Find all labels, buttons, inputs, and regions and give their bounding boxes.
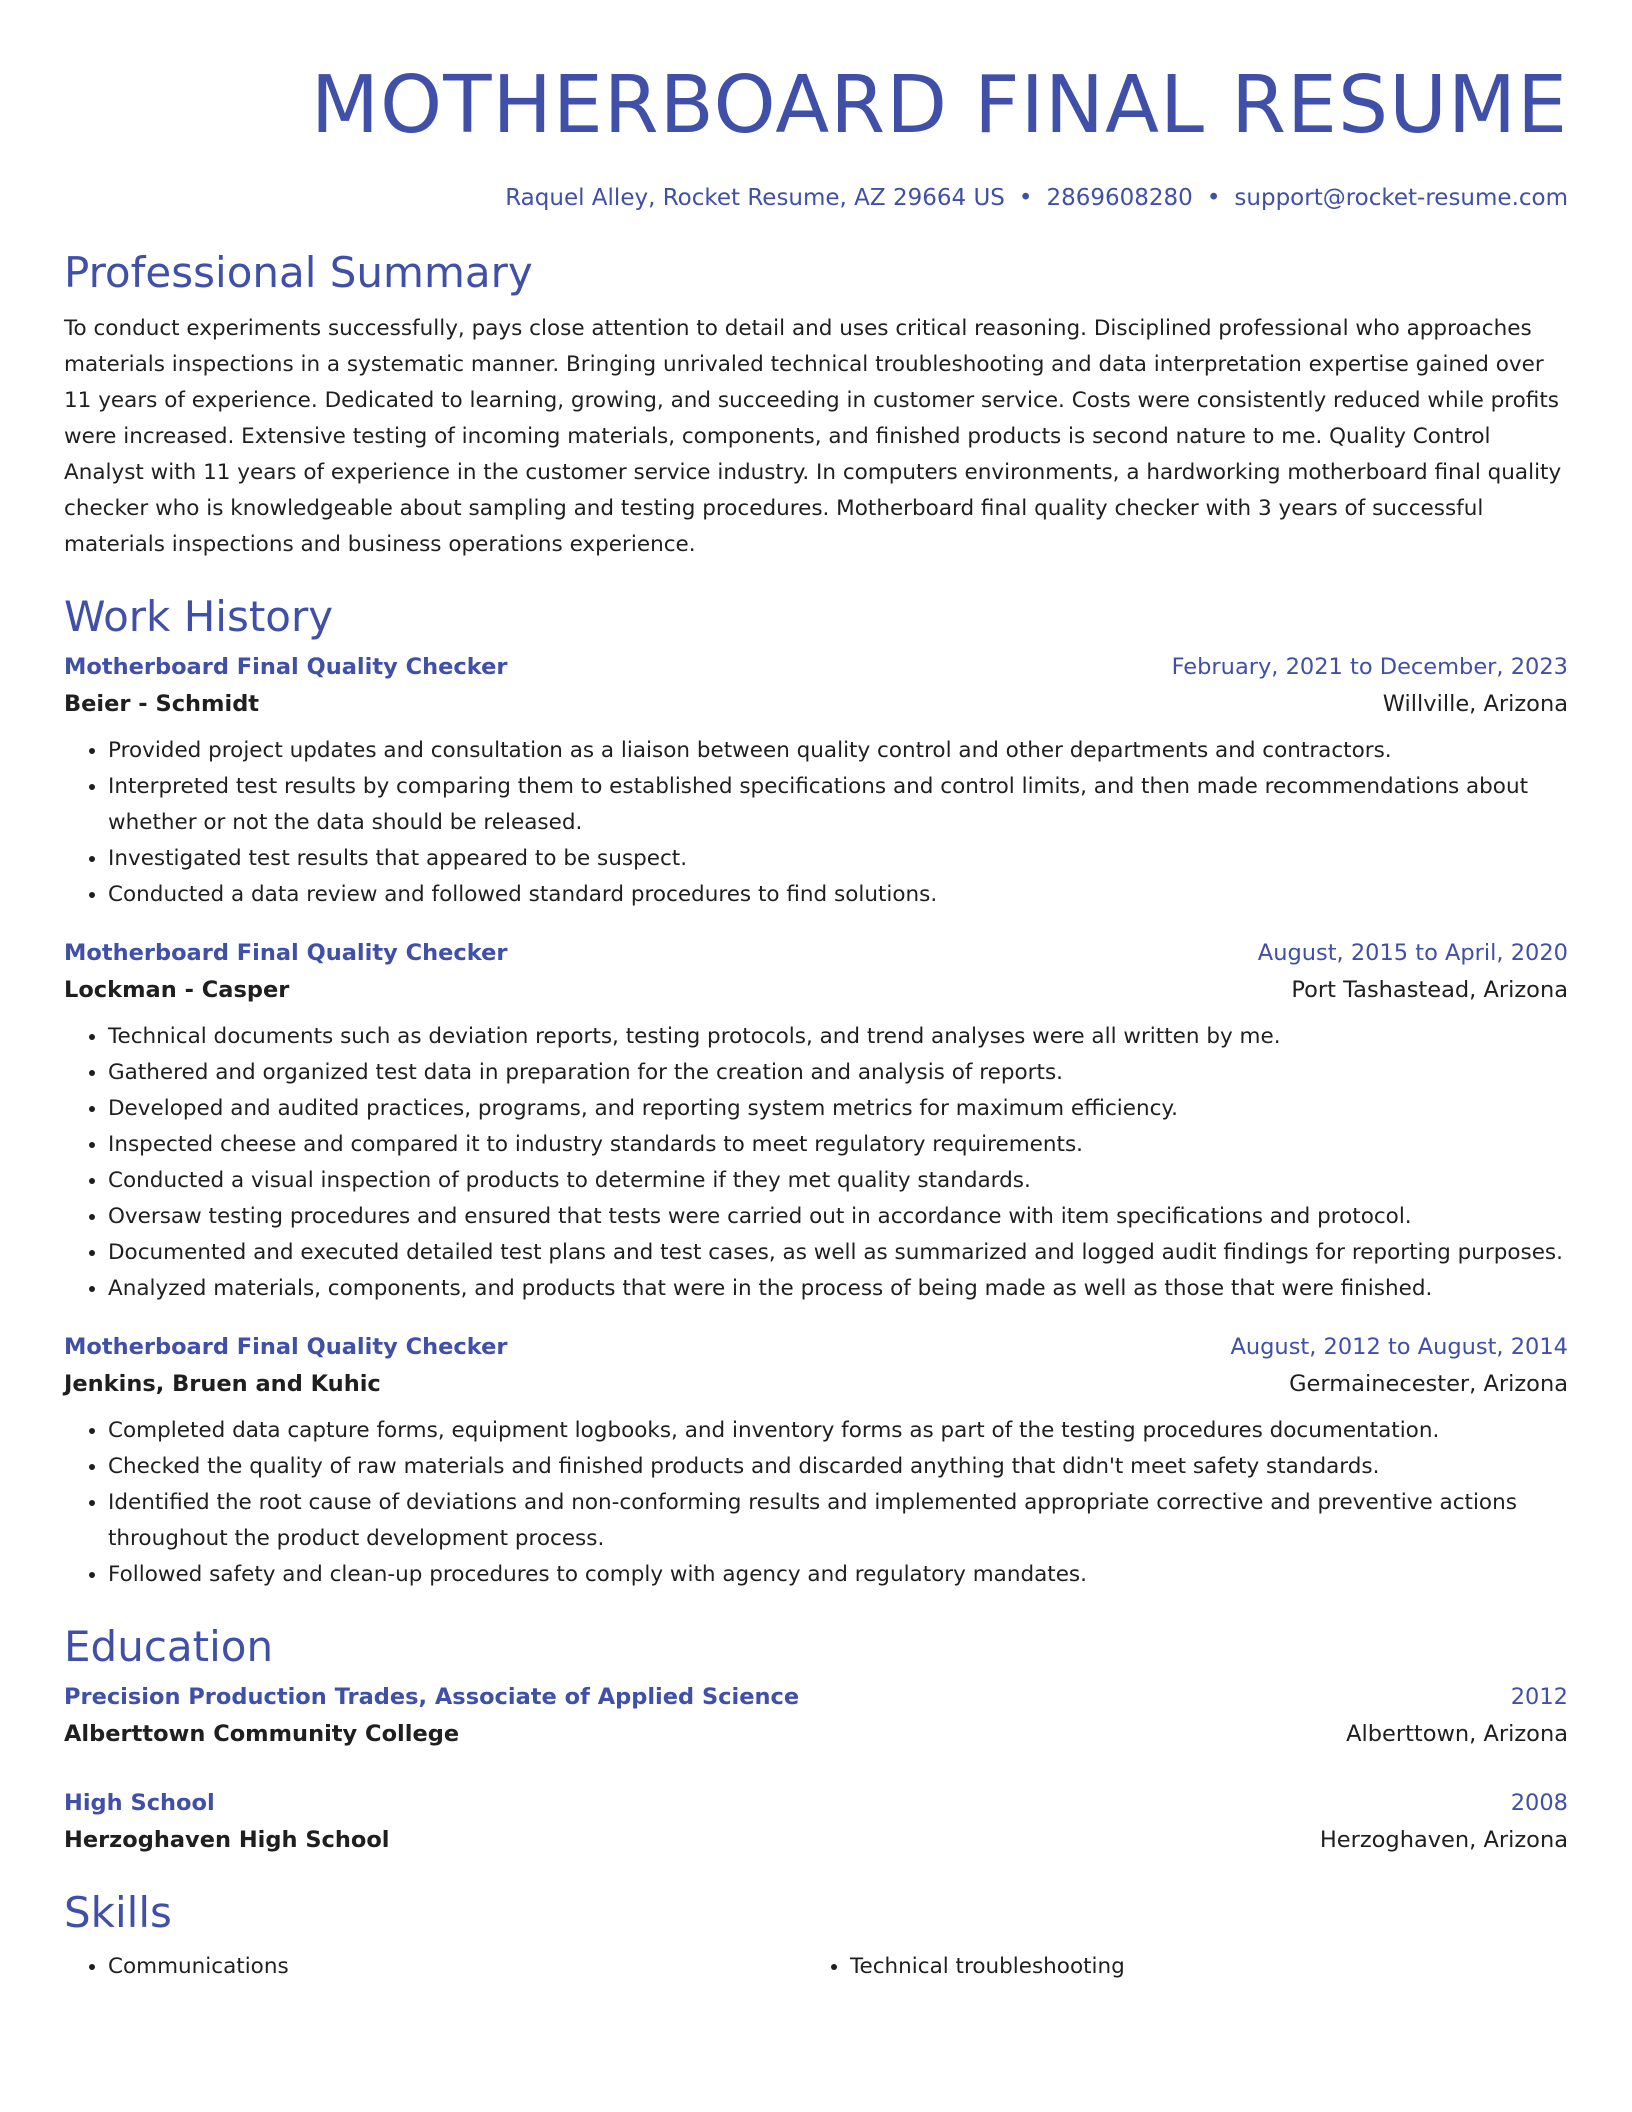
skills-column-left	[64, 1949, 806, 1985]
job-bullet: • Gathered and organized test data in preparation for the creation and analysis of reports.	[108, 1055, 1568, 1091]
education-entry	[64, 1785, 1568, 1859]
job-employer: Beier - Schmidt	[64, 691, 260, 717]
education-degree: Precision Production Trades, Associate of Applied Science	[64, 1684, 800, 1710]
job-title: Motherboard Final Quality Checker	[64, 940, 508, 966]
job-location: Germainecester, Arizona	[1289, 1371, 1568, 1397]
education-location: Alberttown, Arizona	[1346, 1721, 1568, 1747]
contact-separator: •	[1206, 185, 1221, 211]
contact-email: support@rocket-resume.com	[1234, 185, 1568, 211]
resume-title: MOTHERBOARD FINAL RESUME	[310, 59, 1568, 151]
job-bullets	[64, 1019, 1568, 1307]
job-bullets	[64, 733, 1568, 913]
job-entry	[64, 649, 1568, 913]
job-bullet: • Completed data capture forms, equipment logbooks, and inventory forms as part of the testing procedures documentation.	[108, 1413, 1568, 1449]
skills-list	[64, 1941, 1568, 1985]
skill-item: • Technical troubleshooting	[850, 1949, 1548, 1985]
contact-phone: 2869608280	[1046, 185, 1193, 211]
job-bullet: • Followed safety and clean-up procedures to comply with agency and regulatory mandates.	[108, 1557, 1568, 1593]
job-bullet: • Developed and audited practices, programs, and reporting system metrics for maximum efficiency.	[108, 1091, 1568, 1127]
education-entry	[64, 1679, 1568, 1753]
education-location: Herzoghaven, Arizona	[1319, 1827, 1568, 1853]
contact-address: Raquel Alley, Rocket Resume, AZ 29664 US	[505, 185, 1005, 211]
job-employer: Lockman - Casper	[64, 977, 290, 1003]
education-heading: Education	[64, 1622, 274, 1671]
education-school: Herzoghaven High School	[64, 1827, 390, 1853]
summary-text: To conduct experiments successfully, pays close attention to detail and uses critical reasoning. Disciplined professional who approaches materials inspections in a systematic manner. Bringing unrivaled technical troubleshooting and data interpretation expertise gained over 11 years of experience. Dedicated to learning, growing, and succeeding in customer service. Costs were consistently reduced while profits were increased. Extensive testing of incoming materials, components, and finished products is second nature to me. Quality Control Analyst with 11 years of experience in the customer service industry. In computers environments, a hardworking motherboard final quality checker who is knowledgeable about sampling and testing procedures. Motherboard final quality checker with 3 years of successful materials inspections and business operations experience.	[64, 316, 1562, 557]
education-school: Alberttown Community College	[64, 1721, 460, 1747]
education-degree: High School	[64, 1790, 215, 1816]
job-bullet: • Checked the quality of raw materials and finished products and discarded anything that didn't meet safety standards.	[108, 1449, 1568, 1485]
job-bullet: • Investigated test results that appeared to be suspect.	[108, 841, 1568, 877]
contact-line	[64, 182, 1568, 214]
job-dates: February, 2021 to December, 2023	[1171, 654, 1568, 680]
skills-column-right	[806, 1949, 1548, 1985]
job-bullet: • Interpreted test results by comparing them to established specifications and control limits, and then made recommendations about whether or not the data should be released.	[108, 769, 1568, 841]
job-bullet: • Inspected cheese and compared it to industry standards to meet regulatory requirements.	[108, 1127, 1568, 1163]
summary-heading: Professional Summary	[64, 248, 533, 297]
job-location: Willville, Arizona	[1382, 691, 1568, 717]
work-history-heading: Work History	[64, 592, 334, 641]
skill-item: • Communications	[108, 1949, 806, 1985]
job-bullets	[64, 1413, 1568, 1593]
job-bullet: • Oversaw testing procedures and ensured that tests were carried out in accordance with item specifications and protocol.	[108, 1199, 1568, 1235]
job-title: Motherboard Final Quality Checker	[64, 1334, 508, 1360]
job-bullet: • Provided project updates and consultation as a liaison between quality control and other departments and contractors.	[108, 733, 1568, 769]
job-employer: Jenkins, Bruen and Kuhic	[64, 1371, 381, 1397]
job-entry	[64, 1329, 1568, 1593]
job-dates: August, 2015 to April, 2020	[1257, 940, 1568, 966]
job-entry	[64, 935, 1568, 1307]
education-year: 2012	[1510, 1684, 1568, 1710]
job-location: Port Tashastead, Arizona	[1291, 977, 1568, 1003]
job-bullet: • Documented and executed detailed test plans and test cases, as well as summarized and logged audit findings for reporting purposes.	[108, 1235, 1568, 1271]
job-dates: August, 2012 to August, 2014	[1230, 1334, 1568, 1360]
job-bullet: • Conducted a data review and followed standard procedures to find solutions.	[108, 877, 1568, 913]
job-bullet: • Identified the root cause of deviations and non-conforming results and implemented appropriate corrective and preventive actions throughout the product development process.	[108, 1485, 1568, 1557]
job-title: Motherboard Final Quality Checker	[64, 654, 508, 680]
contact-separator: •	[1018, 185, 1033, 211]
job-bullet: • Technical documents such as deviation reports, testing protocols, and trend analyses were all written by me.	[108, 1019, 1568, 1055]
job-bullet: • Conducted a visual inspection of products to determine if they met quality standards.	[108, 1163, 1568, 1199]
education-year: 2008	[1510, 1790, 1568, 1816]
skills-heading: Skills	[64, 1888, 172, 1937]
job-bullet: • Analyzed materials, components, and products that were in the process of being made as well as those that were finished.	[108, 1271, 1568, 1307]
